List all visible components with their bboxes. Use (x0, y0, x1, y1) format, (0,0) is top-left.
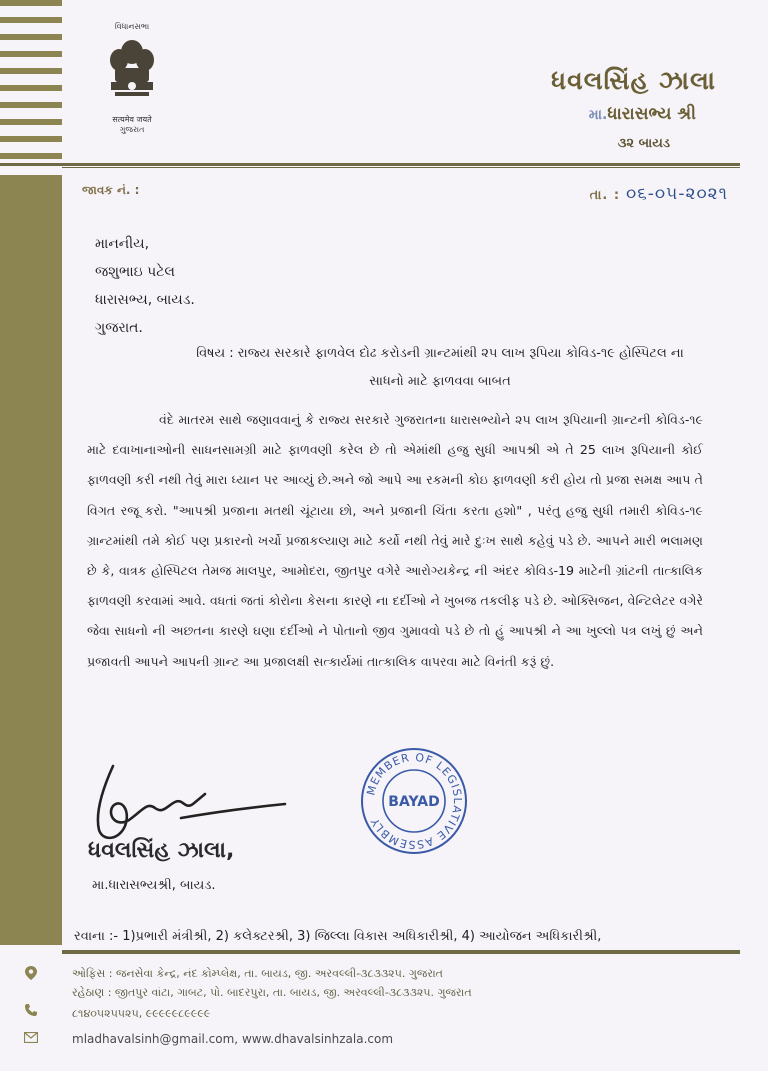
email-and-website: mladhavalsinh@gmail.com, www.dhavalsinhzala.com (72, 1032, 394, 1046)
letter-subject: વિષય : રાજ્ય સરકારે ફાળવેલ દોઢ કરોડની ગ્રાન્ટમાંથી ૨૫ લાખ રૂપિયા કોવિડ-૧૯ હોસ્પિટલ ના સાધનો માટે ફાળવવા બાબત (196, 346, 684, 389)
phone-numbers: ૮૧૪૦૫૨૫૫૨૫, ૯૯૯૯૯૮૯૯૯૯ (72, 1007, 211, 1020)
header-divider (0, 163, 740, 166)
date-label: તા. : (589, 188, 621, 203)
letterhead-title (589, 104, 696, 124)
title-prefix: મા. (588, 107, 608, 123)
reference-number-label: જાવક નં. : (82, 183, 140, 197)
signatory-name: ધવલસિંહ ઝાલા, (88, 838, 235, 863)
emblem-motto: सत्यमेव जयते (112, 115, 152, 124)
lion-capital-icon (101, 34, 163, 112)
address-line: ધારાસભ્ય, બાયડ. (95, 292, 195, 308)
header-stripes (0, 0, 62, 165)
location-pin-icon (24, 966, 38, 980)
recipient-address (95, 230, 195, 342)
address-line: ગુજરાત. (95, 320, 143, 336)
letter-date (590, 184, 728, 204)
email-icon (24, 1032, 38, 1046)
address-line: માનનીય, (95, 236, 150, 252)
phone-icon (24, 1004, 38, 1018)
state-emblem (92, 22, 172, 135)
seal-center-text: BAYAD (388, 794, 440, 810)
residence-address: રહેઠાણ : જીતપુર વાંટા, ગાબટ, પો. બાદરપુરા, તા. બાયડ, જી. અરવલ્લી-૩૮૩૩૨૫. ગુજરાત (72, 986, 472, 999)
office-address: ઓફિસ : જનસેવા કેન્દ્ર, નંદ કોમ્પ્લેક્ષ, તા. બાયડ, જી. અરવલ્લી-૩૮૩૩૨૫. ગુજરાત (72, 967, 443, 980)
letterhead-name: ધવલસિંહ ઝાલા (551, 66, 716, 95)
copy-to-list: રવાના :- 1)પ્રભારી મંત્રીશ્રી, 2) કલેક્ટરશ્રી, 3) જિલ્લા વિકાસ અધિકારીશ્રી, 4) આયોજન અધિકારીશ્રી, (74, 929, 602, 944)
footer-divider (62, 950, 740, 954)
emblem-state: ગુજરાત (119, 125, 145, 134)
header-divider-thin (62, 167, 740, 168)
title-text: ધારાસભ્ય શ્રી (607, 104, 696, 124)
seal-ring-text: MEMBER OF LEGISLATIVE ASSEMBLY (364, 750, 465, 852)
letter-body: વંદે માતરમ સાથે જણાવવાનું કે રાજ્ય સરકારે ગુજરાતના ધારાસભ્યોને ૨૫ લાખ રૂપિયાની ગ્રાન્ટની કોવિડ-૧૯ માટે દવાખાનાઓની સાધનસામગ્રી માટે ફાળવણી કરેલ છે તો એમાંથી હજુ સુધી આપશ્રી એ તે 25 લાખ રૂપિયાની કોઈ ફાળવણી કરી નથી તેવું મારા ધ્યાન પર આવ્યું છે.અને જો આપે આ રકમની કોઇ ફાળવણી કરી હોય તો પ્રજા સમક્ષ આપ તે વિગત રજૂ કરો. "આપશ્રી પ્રજાના મતથી ચૂંટાયા છો, અને પ્રજાની ચિંતા કરતા હશો" , પરંતુ હજુ સુધી તમારી કોવિડ-૧૯ ગ્રાન્ટમાંથી તમે કોઈ પણ પ્રકારનો ખર્ચો પ્રજાકલ્યાણ માટે કર્યો નથી તેવું મારે દુઃખ સાથે કહેવું પડે છે. આપને મારી ભલામણ છે કે, વાત્રક હોસ્પિટલ તેમજ માલપુર, આમોદરા, જીતપુર વગેરે આરોગ્યકેન્દ્ર ની અંદર કોવિડ-19 માટેની ગ્રાંટની તાત્કાલિક ફાળવણી કરવામાં આવે. વધતાં જતાં કોરોના કેસના કારણે ના દર્દીઓ ને ખુબજ તકલીફ પડે છે. ઓક્સિજન, વેન્ટિલેટર વગેરે જેવા સાધનો ની અછતના કારણે ઘણા દર્દીઓ ને પોતાનો જીવ ગુમાવવો પડે છે તો હું આપશ્રી ને આ ખુલ્લો પત્ર લખું છું અને પ્રજાવતી આપને આપની ગ્રાન્ટ આ પ્રજાલક્ષી સત્કાર્યમાં તાત્કાલિક વાપરવા માટે વિનંતી કરૂં છું. (87, 412, 703, 669)
emblem-top-caption: વિધાનસભા (114, 22, 150, 31)
constituency: ૩૨ બાયડ (617, 136, 670, 151)
left-band (0, 175, 62, 945)
signatory-designation: મા.ધારાસભ્યશ્રી, બાયડ. (92, 878, 216, 893)
handwritten-signature (85, 758, 295, 848)
address-line: જશુભાઇ પટેલ (95, 264, 175, 280)
date-value: ૦૬-૦૫-૨૦૨૧ (626, 184, 728, 204)
assembly-seal (358, 745, 470, 857)
